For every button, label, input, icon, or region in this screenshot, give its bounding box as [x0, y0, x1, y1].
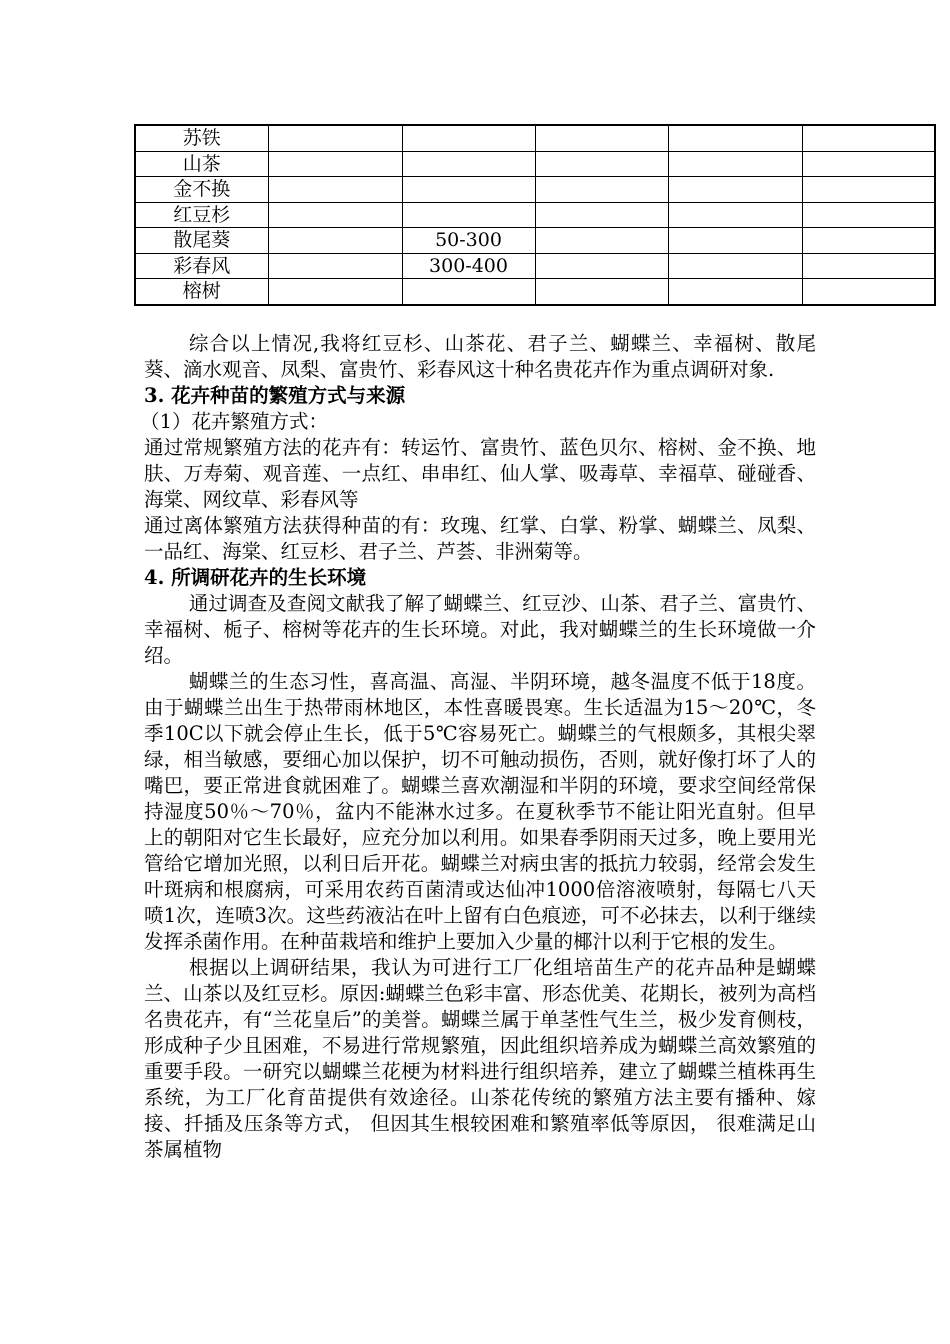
table-cell	[535, 202, 668, 228]
table-cell	[268, 151, 402, 177]
table-cell	[668, 253, 802, 279]
section-heading: 4. 所调研花卉的生长环境	[144, 566, 367, 589]
plant-name-cell: 彩春风	[135, 253, 268, 279]
table-cell	[802, 177, 935, 203]
table-cell	[268, 177, 402, 203]
table-cell	[668, 125, 802, 151]
table-cell	[268, 202, 402, 228]
paragraph: 根据以上调研结果，我认为可进行工厂化组培苗生产的花卉品种是蝴蝶兰、山茶以及红豆杉。原因:蝴蝶兰色彩丰富、形态优美、花期长，被列为高档名贵花卉，有“兰花皇后”的美誉。蝴蝶兰属于单茎性气生兰，极少发育侧枝，形成种子少且困难，不易进行常规繁殖，因此组织培养成为蝴蝶兰高效繁殖的重要手段。一研究以蝴蝶兰花梗为材料进行组织培养，建立了蝴蝶兰植株再生系统，为工厂化育苗提供有效途径。山茶花传统的繁殖方法主要有播种、嫁接、扦插及压条等方式， 但因其生根较困难和繁殖率低等原因， 很难满足山茶属植物	[144, 956, 816, 1161]
document-text	[140, 331, 816, 1163]
table-cell	[668, 177, 802, 203]
table-cell	[402, 279, 535, 305]
table-cell	[668, 279, 802, 305]
plant-name-cell: 金不换	[135, 177, 268, 203]
table-row	[135, 177, 935, 203]
table-cell	[535, 125, 668, 151]
table-cell	[402, 125, 535, 151]
table-row	[135, 279, 935, 305]
section-heading: 3. 花卉种苗的繁殖方式与来源	[144, 384, 406, 407]
paragraph: 通过常规繁殖方法的花卉有：转运竹、富贵竹、蓝色贝尔、榕树、金不换、地肤、万寿菊、观音莲、一点红、串串红、仙人掌、吸毒草、幸福草、碰碰香、海棠、网纹草、彩春风等	[144, 436, 816, 511]
table-cell	[402, 151, 535, 177]
table-cell	[802, 151, 935, 177]
table-row	[135, 202, 935, 228]
table-cell	[668, 151, 802, 177]
table-cell	[668, 228, 802, 254]
plant-name-cell: 红豆杉	[135, 202, 268, 228]
table-cell	[535, 253, 668, 279]
plant-name-cell: 苏铁	[135, 125, 268, 151]
table-cell: 300-400	[402, 253, 535, 279]
table-cell	[802, 228, 935, 254]
table-row	[135, 125, 935, 151]
table-cell	[268, 125, 402, 151]
plant-name-cell: 散尾葵	[135, 228, 268, 254]
table-cell	[802, 253, 935, 279]
paragraph: 综合以上情况,我将红豆杉、山茶花、君子兰、蝴蝶兰、幸福树、散尾葵、滴水观音、凤梨、富贵竹、彩春风这十种名贵花卉作为重点调研对象.	[144, 332, 816, 381]
table-row	[135, 253, 935, 279]
table-cell	[535, 279, 668, 305]
table-cell	[402, 202, 535, 228]
paragraph: 通过离体繁殖方法获得种苗的有：玫瑰、红掌、白掌、粉掌、蝴蝶兰、凤梨、一品红、海棠、红豆杉、君子兰、芦荟、非洲菊等。	[144, 514, 816, 563]
table-cell	[802, 125, 935, 151]
table-row	[135, 228, 935, 254]
table-cell	[802, 202, 935, 228]
table-cell	[268, 228, 402, 254]
paragraph: 通过调查及查阅文献我了解了蝴蝶兰、红豆沙、山茶、君子兰、富贵竹、幸福树、栀子、榕树等花卉的生长环境。对此，我对蝴蝶兰的生长环境做一介绍。	[144, 592, 816, 667]
table-cell	[668, 202, 802, 228]
table-cell	[535, 151, 668, 177]
table-cell	[268, 253, 402, 279]
plant-name-cell: 山茶	[135, 151, 268, 177]
table-row	[135, 151, 935, 177]
table-cell	[402, 177, 535, 203]
table-cell	[802, 279, 935, 305]
table-cell	[535, 177, 668, 203]
plant-table	[134, 124, 936, 306]
plant-name-cell: 榕树	[135, 279, 268, 305]
paragraph: 蝴蝶兰的生态习性，喜高温、高湿、半阴环境，越冬温度不低于18度。由于蝴蝶兰出生于热带雨林地区，本性喜暖畏寒。生长适温为15～20℃，冬季10C以下就会停止生长，低于5℃容易死亡。蝴蝶兰的气根颇多，其根尖翠绿，相当敏感，要细心加以保护，切不可触动损伤，否则，就好像打坏了人的嘴巴，要正常进食就困难了。蝴蝶兰喜欢潮湿和半阴的环境，要求空间经常保持湿度50％～70％，盆内不能淋水过多。在夏秋季节不能让阳光直射。但早上的朝阳对它生长最好，应充分加以利用。如果春季阴雨天过多，晚上要用光管给它增加光照，以利日后开花。蝴蝶兰对病虫害的抵抗力较弱，经常会发生叶斑病和根腐病，可采用农药百菌清或达仙冲1000倍溶液喷射，每隔七八天喷1次，连喷3次。这些药液沾在叶上留有白色痕迹，可不必抹去，以利于继续发挥杀菌作用。在种苗栽培和维护上要加入少量的椰汁以利于它根的发生。	[144, 670, 816, 953]
table-cell	[268, 279, 402, 305]
plant-table-body	[135, 125, 935, 305]
table-cell	[535, 228, 668, 254]
table-cell: 50-300	[402, 228, 535, 254]
paragraph: （1）花卉繁殖方式：	[140, 410, 329, 433]
